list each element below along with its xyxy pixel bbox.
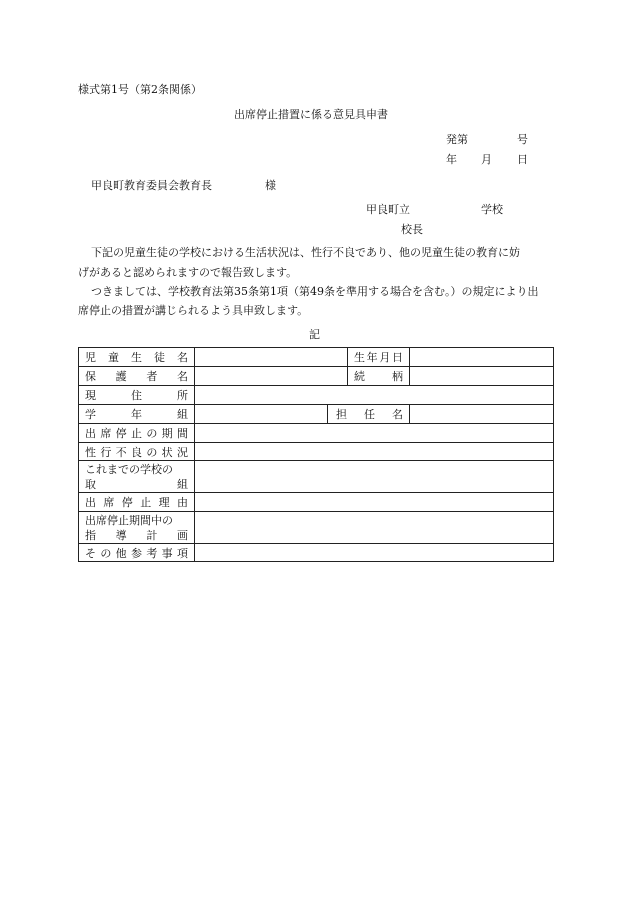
body-paragraph-2-line-1: つきましては、学校教育法第35条第1項（第49条を準用する場合を含む。）の規定により出 <box>91 285 539 298</box>
issue-number-prefix: 発第 <box>446 133 468 146</box>
address-label: 現住所 <box>79 386 195 405</box>
body-paragraph-2-line-2: 席停止の措置が講じられるよう具申致します。 <box>78 304 309 317</box>
table-row <box>79 367 554 386</box>
body-paragraph-1-line-2: げがあると認められますので報告致します。 <box>78 266 298 279</box>
efforts-label-char: 組 <box>177 477 188 491</box>
address-field[interactable] <box>195 386 554 405</box>
relationship-label: 続柄 <box>348 367 410 386</box>
student-name-label: 児童生徒名 <box>79 348 195 367</box>
suspension-period-label: 出席停止の期間 <box>79 424 195 443</box>
teacher-name-field[interactable] <box>410 405 554 424</box>
document-title: 出席停止措置に係る意見具申書 <box>234 108 388 121</box>
school-prefix: 甲良町立 <box>366 203 410 216</box>
table-row <box>79 386 554 405</box>
relationship-field[interactable] <box>410 367 554 386</box>
other-notes-label: その他参考事項 <box>79 544 195 562</box>
table-row <box>79 493 554 512</box>
birth-date-field[interactable] <box>410 348 554 367</box>
table-row <box>79 405 554 424</box>
issue-number-suffix: 号 <box>517 133 528 146</box>
ki-heading: 記 <box>309 328 320 341</box>
addressee-name: 甲良町教育委員会教育長 <box>91 179 212 192</box>
guidance-plan-label-char: 導 <box>115 528 127 542</box>
grade-class-field[interactable] <box>195 405 328 424</box>
student-name-field[interactable] <box>195 348 348 367</box>
addressee-honorific: 様 <box>265 179 276 192</box>
guardian-name-field[interactable] <box>195 367 348 386</box>
school-suffix: 学校 <box>481 203 503 216</box>
efforts-label <box>79 461 195 493</box>
guidance-plan-label-char: 指 <box>85 528 96 542</box>
guidance-plan-label-line-2 <box>85 528 188 543</box>
efforts-label-char: 取 <box>85 477 96 491</box>
principal-label: 校長 <box>401 223 423 236</box>
guardian-name-label: 保護者名 <box>79 367 195 386</box>
table-row <box>79 544 554 562</box>
form-number: 様式第1号（第2条関係） <box>78 83 202 96</box>
guidance-plan-label-line-1: 出席停止期間中の <box>85 513 173 527</box>
guidance-plan-field[interactable] <box>195 512 554 544</box>
table-row <box>79 348 554 367</box>
table-row <box>79 443 554 461</box>
body-paragraph-1-line-1: 下記の児童生徒の学校における生活状況は、性行不良であり、他の児童生徒の教育に妨 <box>91 246 520 259</box>
efforts-label-line-2 <box>85 477 188 492</box>
guidance-plan-label <box>79 512 195 544</box>
suspension-reason-field[interactable] <box>195 493 554 512</box>
efforts-field[interactable] <box>195 461 554 493</box>
suspension-reason-label: 出席停止理由 <box>79 493 195 512</box>
table-row <box>79 461 554 493</box>
teacher-name-label: 担任名 <box>328 405 410 424</box>
grade-class-label: 学年組 <box>79 405 195 424</box>
efforts-label-line-1: これまでの学校の <box>85 462 173 476</box>
birth-date-label: 生年月日 <box>348 348 410 367</box>
table-row <box>79 424 554 443</box>
table-row <box>79 512 554 544</box>
misconduct-status-label: 性行不良の状況 <box>79 443 195 461</box>
guidance-plan-label-char: 画 <box>176 528 188 542</box>
date-year: 年 <box>446 153 457 166</box>
other-notes-field[interactable] <box>195 544 554 562</box>
report-table <box>78 347 554 562</box>
guidance-plan-label-char: 計 <box>146 528 158 542</box>
date-month: 月 <box>481 153 492 166</box>
misconduct-status-field[interactable] <box>195 443 554 461</box>
suspension-period-field[interactable] <box>195 424 554 443</box>
date-day: 日 <box>517 153 528 166</box>
